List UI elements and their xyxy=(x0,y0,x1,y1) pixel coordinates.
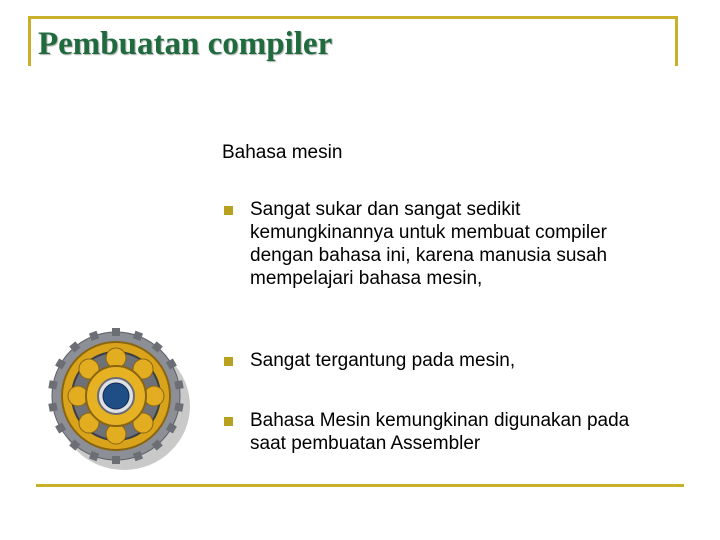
slide-title: Pembuatan compiler xyxy=(38,26,333,62)
title-frame-left-rule xyxy=(28,16,31,66)
bullet-square-icon xyxy=(224,206,233,215)
bottom-rule xyxy=(36,484,684,487)
bullet-square-icon xyxy=(224,357,233,366)
title-frame-right-rule xyxy=(675,16,678,66)
slide-subtitle: Bahasa mesin xyxy=(222,142,343,163)
bullet-square-icon xyxy=(224,417,233,426)
gear-icon xyxy=(44,322,194,474)
bullet-text: Sangat sukar dan sangat sedikit kemungkinannya untuk membuat compiler dengan bahasa ini, karena manusia susah mempelajari bahasa mesin, xyxy=(250,199,608,289)
bullet-text: Sangat tergantung pada mesin, xyxy=(250,350,516,371)
bullet-text: Bahasa Mesin kemungkinan digunakan pada saat pembuatan Assembler xyxy=(250,410,630,454)
title-frame-top-rule xyxy=(28,16,678,19)
